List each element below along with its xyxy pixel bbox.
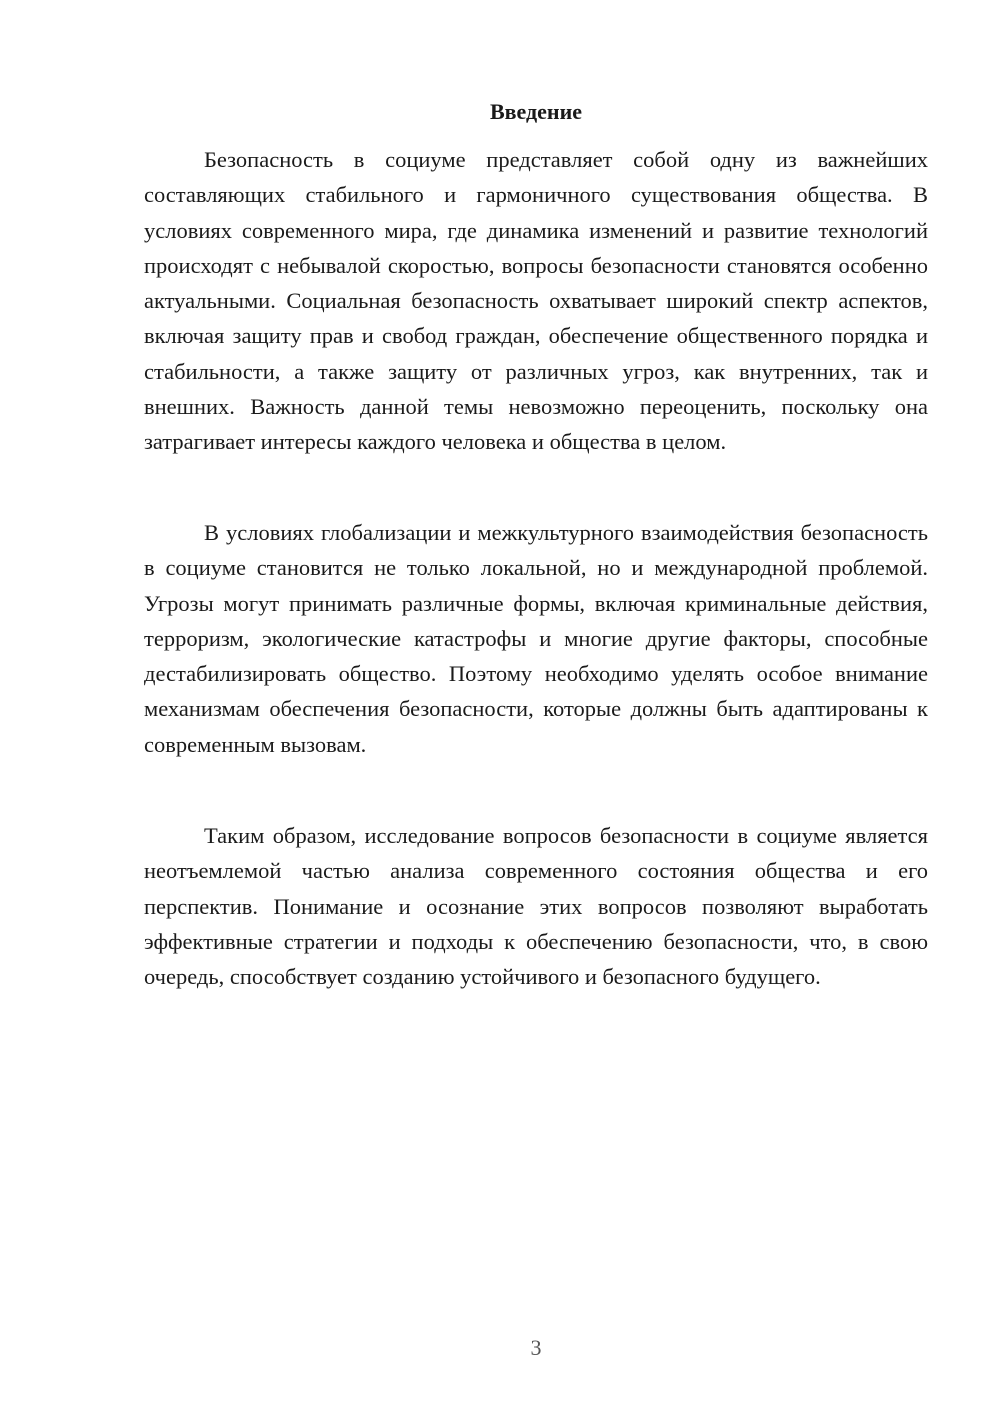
page-number: 3 xyxy=(530,1335,542,1360)
page-title: Введение xyxy=(489,99,583,124)
paragraph-2: В условиях глобализации и межкультурного взаимодействия безопасность в социуме становится не только локальной, но и международной проблемой. Угрозы могут принимать различные формы, включая криминальные действия, терроризм, экологические катастрофы и многие другие факторы, способные дестабилизировать общество. Поэтому необходимо уделять особое внимание механизмам обеспечения безопасности, которые должны быть адаптированы к современным вызовам. xyxy=(144,520,928,757)
paragraph-1: Безопасность в социуме представляет собой одну из важнейших составляющих стабильного и гармоничного существования общества. В условиях современного мира, где динамика изменений и развитие технологий происходят с небывалой скоростью, вопросы безопасности становятся особенно актуальными. Социальная безопасность охватывает широкий спектр аспектов, включая защиту прав и свобод граждан, обеспечение общественного порядка и стабильности, а также защиту от различных угроз, как внутренних, так и внешних. Важность данной темы невозможно переоценить, поскольку она затрагивает интересы каждого человека и общества в целом. xyxy=(144,147,928,455)
paragraph-3: Таким образом, исследование вопросов безопасности в социуме является неотъемлемой частью анализа современного состояния общества и его перспектив. Понимание и осознание этих вопросов позволяют выработать эффективные стратегии и подходы к обеспечению безопасности, что, в свою очередь, способствует созданию устойчивого и безопасного будущего. xyxy=(144,823,928,990)
